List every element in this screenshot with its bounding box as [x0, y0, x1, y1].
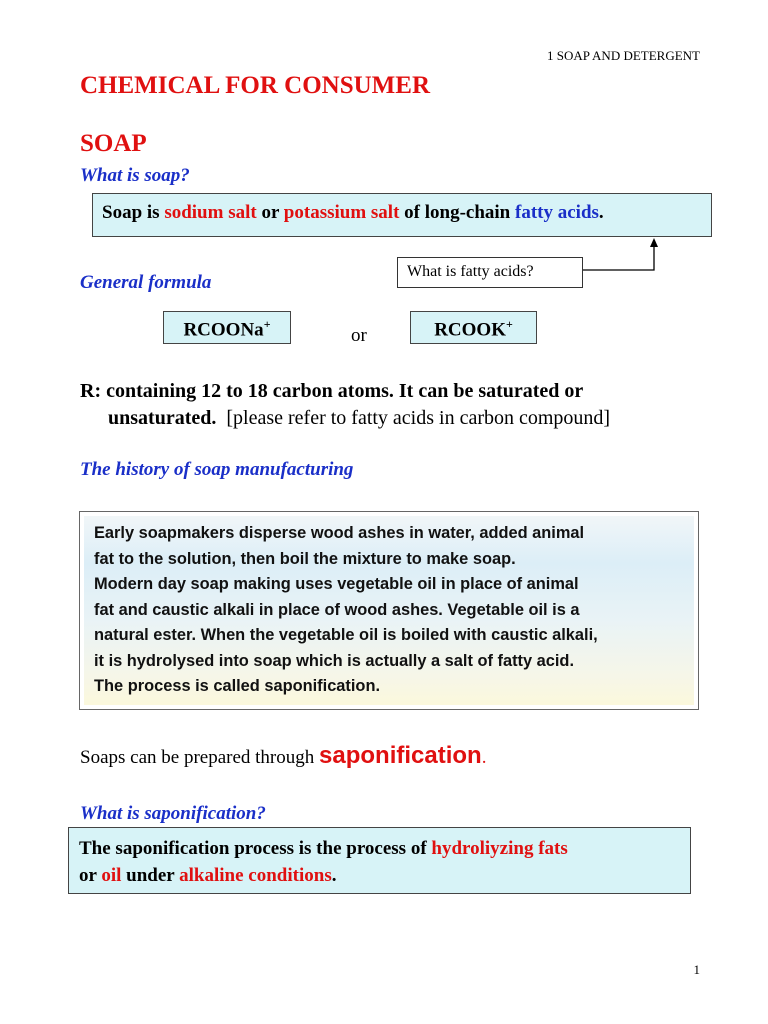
prepared-through-line	[80, 742, 486, 770]
history-line: The process is called saponification.	[94, 677, 381, 695]
r-description-note: [please refer to fatty acids in carbon compound]	[216, 407, 611, 429]
history-line: Early soapmakers disperse wood ashes in water, added animal	[94, 524, 585, 542]
page-number: 1	[693, 962, 700, 977]
page-title: CHEMICAL FOR CONSUMER	[80, 72, 431, 99]
what-is-soap-question: What is soap?	[80, 165, 190, 186]
formula-or: or	[351, 325, 367, 346]
history-line: fat to the solution, then boil the mixture to make soap.	[94, 549, 516, 568]
what-is-saponification-question: What is saponification?	[80, 803, 266, 824]
potassium-salt-term: potassium salt	[283, 202, 400, 223]
r-description-unsaturated: unsaturated.	[108, 407, 217, 429]
formula-sodium-charge: +	[263, 317, 271, 331]
def-text-4: .	[598, 202, 604, 223]
formula-potassium-box	[410, 311, 537, 344]
r-description-line1: R: containing 12 to 18 carbon atoms. It can be saturated or	[80, 380, 584, 402]
history-heading: The history of soap manufacturing	[80, 459, 354, 480]
general-formula-heading: General formula	[80, 272, 212, 293]
history-line: it is hydrolysed into soap which is actually a salt of fatty acid.	[94, 651, 575, 670]
history-text	[84, 516, 694, 705]
sap-def-text-3: under	[121, 865, 180, 886]
prepared-period: .	[481, 747, 487, 768]
fatty-acids-term: fatty acids	[515, 202, 599, 223]
formula-sodium-base: RCOONa	[183, 319, 264, 341]
sap-def-text-1: The saponification process is the process of	[79, 838, 432, 859]
soap-definition-box	[92, 193, 712, 237]
callout-arrow-head	[650, 238, 658, 247]
history-line: Modern day soap making uses vegetable oil in place of animal	[94, 575, 579, 593]
saponification-definition-box	[68, 827, 691, 894]
def-text-1: Soap is	[102, 202, 165, 223]
saponification-highlight: saponification	[319, 742, 482, 769]
formula-potassium-base: RCOOK	[434, 319, 506, 341]
def-text-2: or	[256, 202, 284, 223]
alkaline-conditions-term: alkaline conditions	[179, 865, 332, 886]
history-line: natural ester. When the vegetable oil is boiled with caustic alkali,	[94, 626, 598, 644]
formula-potassium-charge: +	[505, 317, 513, 331]
callout-arrow-line	[583, 246, 654, 270]
oil-term: oil	[101, 865, 122, 886]
r-group-description	[80, 378, 720, 432]
sap-def-text-4: .	[331, 865, 337, 886]
formula-sodium-box	[163, 311, 291, 344]
sodium-salt-term: sodium salt	[164, 202, 257, 223]
hydrolyzing-fats-term: hydroliyzing fats	[431, 838, 568, 859]
history-box	[79, 511, 699, 710]
history-line: fat and caustic alkali in place of wood ashes. Vegetable oil is a	[94, 600, 580, 619]
def-text-3: of long-chain	[399, 202, 516, 223]
fatty-acids-question-box: What is fatty acids?	[397, 257, 583, 288]
callout-arrow	[580, 236, 670, 276]
running-header: 1 SOAP AND DETERGENT	[547, 48, 700, 63]
sap-def-text-2: or	[79, 865, 102, 886]
prepared-text: Soaps can be prepared through	[80, 747, 320, 768]
soap-heading: SOAP	[80, 130, 147, 157]
